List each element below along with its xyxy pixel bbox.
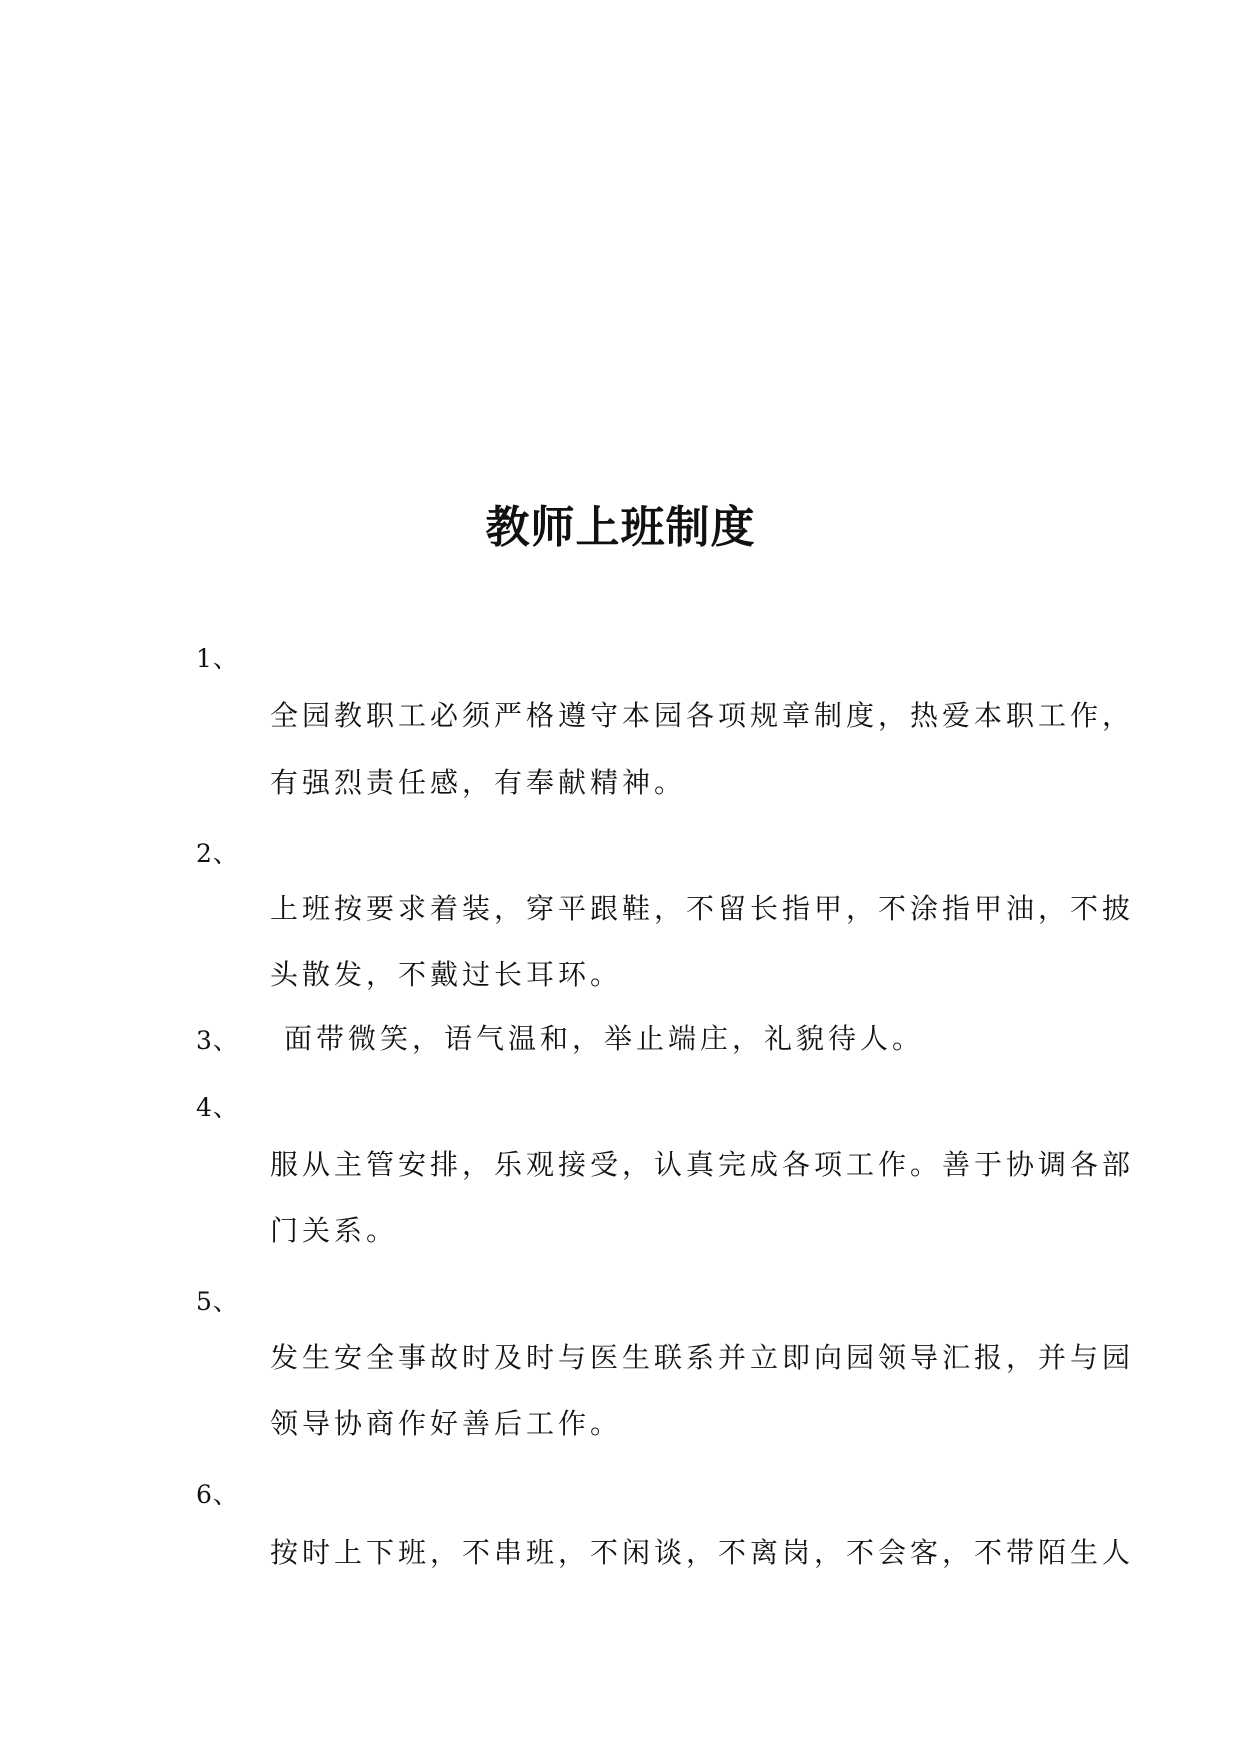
rule-number: 2、 <box>196 839 239 868</box>
rule-text-line: 头散发，不戴过长耳环。 <box>270 958 623 991</box>
rule-text-line: 按时上下班，不串班，不闲谈，不离岗，不会客，不带陌生人 <box>270 1536 1135 1569</box>
rule-number: 5、 <box>196 1287 239 1316</box>
rule-number: 4、 <box>196 1093 239 1122</box>
rule-text-line: 发生安全事故时及时与医生联系并立即向园领导汇报，并与园 <box>270 1341 1135 1374</box>
rule-text-line: 领导协商作好善后工作。 <box>270 1407 623 1440</box>
rule-number: 1、 <box>196 644 239 673</box>
rule-number: 6、 <box>196 1480 239 1509</box>
rule-number: 3、 <box>196 1026 239 1055</box>
rule-text-line: 全园教职工必须严格遵守本园各项规章制度，热爱本职工作， <box>270 699 1135 732</box>
rule-text-line: 服从主管安排，乐观接受，认真完成各项工作。善于协调各部 <box>270 1148 1135 1181</box>
rule-text-line: 门关系。 <box>270 1214 399 1247</box>
rule-text-line: 上班按要求着装，穿平跟鞋，不留长指甲，不涂指甲油，不披 <box>270 892 1135 925</box>
rule-text-line: 有强烈责任感，有奉献精神。 <box>270 766 687 799</box>
document-title: 教师上班制度 <box>485 502 756 553</box>
rule-text-line: 面带微笑，语气温和，举止端庄，礼貌待人。 <box>284 1022 925 1055</box>
